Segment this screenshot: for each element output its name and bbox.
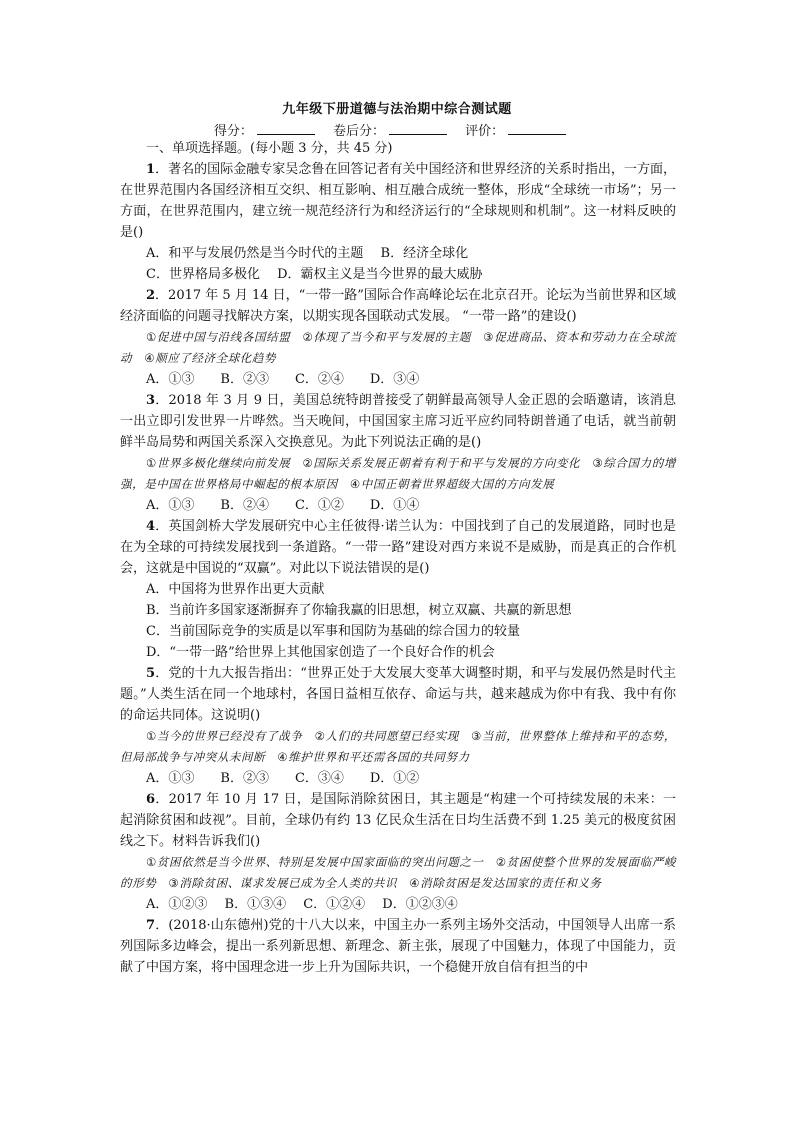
question-number: 5 — [146, 666, 156, 681]
question-1 — [120, 159, 676, 243]
question-3-items: ①世界多极化继续向前发展 ②国际关系发展正朝着有利于和平与发展的方向变化 ③综合国力的增强，是中国在世界格局中崛起的根本原因 ④中国正朝着世界超级大国的方向发展 — [120, 456, 676, 491]
question-1-options-ab: A．和平与发展仍然是当今时代的主题 B．经济全球化 — [146, 246, 469, 261]
question-5 — [120, 663, 676, 726]
question-2 — [120, 285, 676, 327]
question-stem: ．2018 年 3 月 9 日，美国总统特朗普接受了朝鲜最高领导人金正恩的会晤邀请，该消息一出立即引发世界一片哗然。当天晚间，中国国家主席习近平应约同特朗普通了电话，就当前朝鲜半岛局势和两国关系深入交换意见。为此下列说法正确的是() — [120, 393, 676, 450]
question-stem: ．著名的国际金融专家吴念鲁在回答记者有关中国经济和世界经济的关系时指出，一方面，在世界范围内各国经济相互交织、相互影响、相互融合成统一整体，形成“全球统一市场”；另一方面，在世界范围内，建立统一规范经济行为和经济运行的“全球规则和机制”。这一材料反映的是() — [120, 162, 676, 240]
question-4-option-b: B．当前许多国家逐渐摒弃了你输我赢的旧思想，树立双赢、共赢的新思想 — [146, 603, 572, 618]
question-6-options: A．①②③ B．①③④ C．①②④ D．①②③④ — [146, 897, 458, 912]
question-stem: ．2017 年 5 月 14 日，“一带一路”国际合作高峰论坛在北京召开。论坛为当前世界和区域经济面临的问题寻找解决方案，以期实现各国联动式发展。 “一带一路”的建设() — [120, 288, 676, 324]
score-blank[interactable] — [257, 122, 315, 135]
question-5-items: ①当今的世界已经没有了战争 ②人们的共同愿望已经实现 ③当前，世界整体上维持和平的态势，但局部战争与冲突从未间断 ④维护世界和平还需各国的共同努力 — [120, 729, 676, 764]
question-number: 3 — [146, 393, 156, 408]
question-1-options-cd: C．世界格局多极化 D．霸权主义是当今世界的最大威胁 — [146, 267, 483, 282]
question-number: 2 — [146, 288, 156, 303]
question-5-options: A．①③ B．②③ C．③④ D．①② — [146, 771, 420, 786]
question-number: 1 — [146, 162, 156, 177]
rater-label: 卷后分： — [332, 124, 385, 139]
question-2-items: ①促进中国与沿线各国结盟 ②体现了当今和平与发展的主题 ③促进商品、资本和劳动力在全球流动 ④顺应了经济全球化趋势 — [120, 330, 676, 365]
question-4-option-a: A．中国将为世界作出更大贡献 — [146, 582, 325, 597]
question-3-options: A．①③ B．②④ C．①② D．①④ — [146, 498, 420, 513]
question-7 — [120, 915, 676, 978]
question-4-option-c: C．当前国际竞争的实质是以军事和国防为基础的综合国力的较量 — [146, 624, 520, 639]
eval-label: 评价： — [465, 124, 505, 139]
question-2-options: A．①③ B．②③ C．②④ D．③④ — [146, 372, 420, 387]
question-6-items: ①贫困依然是当今世界、特别是发展中国家面临的突出问题之一 ②贫困使整个世界的发展面临严峻的形势 ③消除贫困、谋求发展已成为全人类的共识 ④消除贫困是发达国家的责任和义务 — [120, 855, 677, 890]
question-3 — [120, 390, 676, 453]
question-number: 7 — [146, 918, 156, 933]
question-number: 4 — [146, 519, 156, 534]
rater-blank[interactable] — [389, 122, 447, 135]
question-stem: ．(2018·山东德州)党的十八大以来，中国主办一系列主场外交活动，中国领导人出席一系列国际多边峰会，提出一系列新思想、新理念、新主张，展现了中国魅力，体现了中国能力，贡献了中国方案，将中国理念进一步上升为国际共识，一个稳健开放自信有担当的中 — [120, 918, 676, 975]
question-stem: ．党的十九大报告指出：“世界正处于大发展大变革大调整时期，和平与发展仍然是时代主题。”人类生活在同一个地球村，各国日益相互依存、命运与共，越来越成为你中有我、我中有你的命运共同体。这说明() — [120, 666, 676, 723]
question-number: 6 — [146, 792, 156, 807]
section-heading: 一、单项选择题。(每小题 3 分，共 45 分) — [146, 141, 393, 156]
question-stem: ．2017 年 10 月 17 日，是国际消除贫困日，其主题是“构建一个可持续发展的未来：一起消除贫困和歧视”。目前，全球仍有约 13 亿民众生活在日均生活费不到 1.25 美元的极度贫困线之下。材料告诉我们() — [120, 792, 676, 849]
score-line — [0, 120, 794, 139]
eval-blank[interactable] — [508, 122, 566, 135]
question-4 — [120, 516, 676, 579]
question-4-option-d: D．“一带一路”给世界上其他国家创造了一个良好合作的机会 — [146, 645, 495, 660]
question-stem: ．英国剑桥大学发展研究中心主任彼得·诺兰认为：中国找到了自己的发展道路，同时也是在为全球的可持续发展找到一条道路。“一带一路”建设对西方来说不是威胁，而是真正的合作机会，这就是中国说的“双赢”。对此以下说法错误的是() — [120, 519, 676, 576]
question-body — [120, 138, 676, 978]
score-label: 得分： — [213, 124, 253, 139]
page-title: 九年级下册道德与法治期中综合测试题 — [282, 102, 512, 117]
question-6 — [120, 789, 676, 852]
